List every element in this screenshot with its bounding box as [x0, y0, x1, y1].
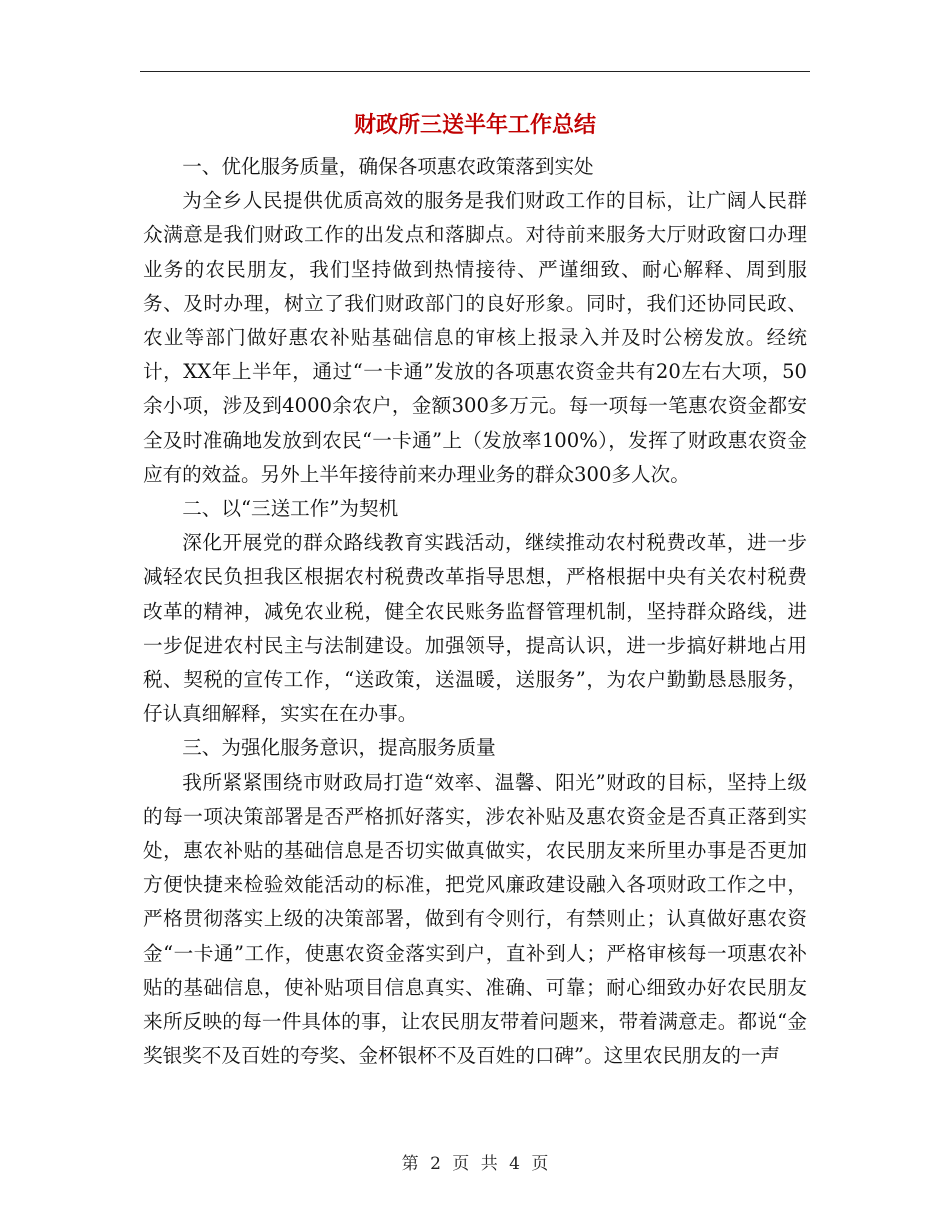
section-heading-3: 三、为强化服务意识，提高服务质量	[182, 736, 496, 760]
body-paragraph-3: 我所紧紧围绕市财政局打造“效率、温馨、阳光”财政的目标，坚持上级的每一项决策部署是否严格抓好落实，涉农补贴及惠农资金是否真正落到实处，惠农补贴的基础信息是否切实做真做实，农民朋友来所里办事是否更加方便快捷来检验效能活动的标准，把党风廉政建设融入各项财政工作之中，严格贯彻落实上级的决策部署，做到有令则行，有禁则止；认真做好惠农资金“一卡通”工作，使惠农资金落实到户，直补到人；严格审核每一项惠农补贴的基础信息，使补贴项目信息真实、准确、可靠；耐心细致办好农民朋友来所反映的每一件具体的事，让农民朋友带着问题来，带着满意走。都说“金奖银奖不及百姓的夸奖、金杯银杯不及百姓的口碑”。这里农民朋友的一声	[143, 770, 807, 1068]
body-paragraph-2: 深化开展党的群众路线教育实践活动，继续推动农村税费改革，进一步减轻农民负担我区根据农村税费改革指导思想，严格根据中央有关农村税费改革的精神，减免农业税，健全农民账务监督管理机制，坚持群众路线，进一步促进农村民主与法制建设。加强领导，提高认识，进一步搞好耕地占用税、契税的宣传工作，“送政策，送温暖，送服务”，为农户勤勤恳恳服务，仔认真细解释，实实在在办事。	[143, 531, 807, 726]
body-paragraph-1: 为全乡人民提供优质高效的服务是我们财政工作的目标，让广阔人民群众满意是我们财政工作的出发点和落脚点。对待前来服务大厅财政窗口办理业务的农民朋友，我们坚持做到热情接待、严谨细致、耐心解释、周到服务、及时办理，树立了我们财政部门的良好形象。同时，我们还协同民政、农业等部门做好惠农补贴基础信息的审核上报录入并及时公榜发放。经统计，XX年上半年，通过“一卡通”发放的各项惠农资金共有20左右大项，50余小项，涉及到4000余农户，金额300多万元。每一项每一笔惠农资金都安全及时准确地发放到农民“一卡通”上（发放率100%），发挥了财政惠农资金应有的效益。另外上半年接待前来办理业务的群众300多人次。	[143, 189, 807, 486]
page-number-footer: 第 2 页 共 4 页	[401, 1154, 549, 1174]
section-heading-1: 一、优化服务质量，确保各项惠农政策落到实处	[182, 155, 594, 178]
document-title: 财政所三送半年工作总结	[353, 113, 596, 138]
document-body	[143, 150, 807, 1073]
header-rule	[140, 71, 810, 72]
section-heading-2: 二、以“三送工作”为契机	[182, 497, 399, 521]
